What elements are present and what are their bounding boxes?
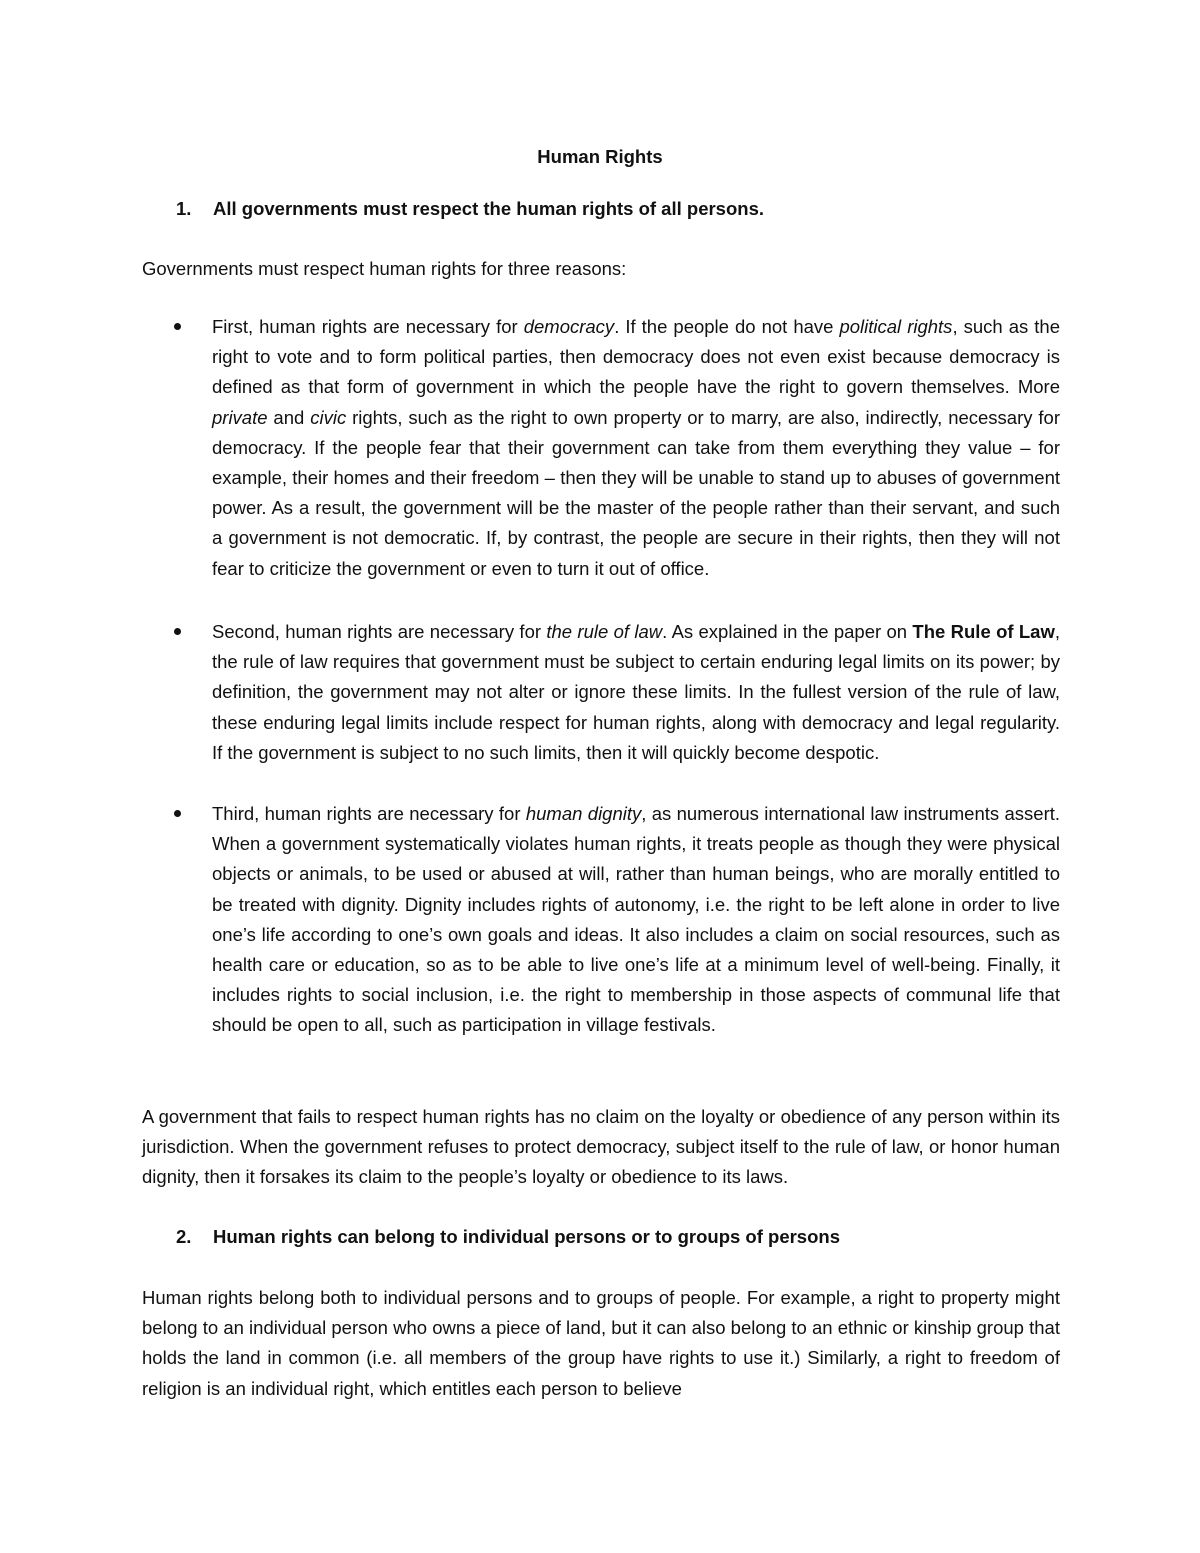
conclusion-paragraph: A government that fails to respect human rights has no claim on the loyalty or obedience of any person within its jurisdiction. When the government refuses to protect democracy, subject itself to the rule of law, or honor human dignity, then it forsakes its claim to the people’s loyalty or obedience to its laws. bbox=[142, 1106, 1060, 1188]
bullet-1-lead: First, human rights are necessary for bbox=[212, 316, 524, 337]
bullet-3-em-human-dignity: human dignity bbox=[525, 803, 642, 824]
document-title: Human Rights bbox=[537, 146, 663, 167]
bullet-1-em-civic: civic bbox=[310, 406, 347, 428]
bullet-2-text-2: , the rule of law requires that government must be subject to certain enduring legal limits on its power; by definition, the government may not alter or ignore these limits. In the fullest version of the rule of law, these enduring legal limits include respect for human rights, along with democracy and legal regularity. If the government is subject to no such limits, then it will quickly become despotic. bbox=[212, 621, 1060, 763]
bullet-1-em-political-rights: political rights bbox=[839, 316, 953, 337]
bullet-dot-icon bbox=[174, 810, 181, 817]
section-1-title: All governments must respect the human rights of all persons. bbox=[213, 198, 764, 219]
bullet-3-text-1: , as numerous international law instruments assert. When a government systematically violates human rights, it treats people as though they were physical objects or animals, to be used or abused at will, rather than human beings, who are morally entitled to be treated with dignity. Dignity includes rights of autonomy, i.e. the right to be left alone in order to live one’s life according to one’s own goals and ideas. It also includes a claim on social resources, such as health care or education, so as to be able to live one’s life at a minimum level of well-being. Finally, it includes rights to social inclusion, i.e. the right to membership in those aspects of communal life that should be open to all, such as participation in village festivals. bbox=[212, 803, 1061, 1036]
bullet-3-lead: Third, human rights are necessary for bbox=[212, 803, 526, 824]
bullet-dot-icon bbox=[174, 323, 181, 330]
bullet-1-text-3: and bbox=[267, 406, 311, 428]
intro-paragraph: Governments must respect human rights for three reasons: bbox=[142, 258, 627, 279]
section-2-number: 2. bbox=[176, 1226, 192, 1247]
bullet-2-lead: Second, human rights are necessary for bbox=[212, 621, 547, 642]
section-2-title: Human rights can belong to individual persons or to groups of persons bbox=[213, 1226, 840, 1247]
bullet-1-text-4: rights, such as the right to own property or to marry, are also, indirectly, necessary for democracy. If the people fear that their government can take from them everything they value – for example, their homes and their freedom – then they will be unable to stand up to abuses of government power. As a result, the government will be the master of the people rather than their servant, and such a government is not democratic. If, by contrast, the people are secure in their rights, then they will not fear to criticize the government or even to turn it out of office. bbox=[212, 406, 1060, 579]
bullet-1-text-1: . If the people do not have bbox=[614, 316, 840, 337]
bullet-dot-icon bbox=[174, 628, 181, 635]
bullet-item-democracy bbox=[212, 312, 1060, 584]
section-2-paragraph: Human rights belong both to individual persons and to groups of people. For example, a right to property might belong to an individual person who owns a piece of land, but it can also belong to an ethnic or kinship group that holds the land in common (i.e. all members of the group have rights to use it.) Similarly, a right to freedom of religion is an individual right, which entitles each person to believe bbox=[142, 1287, 1060, 1399]
bullet-2-strong-rule-of-law: The Rule of Law bbox=[912, 621, 1055, 642]
bullet-1-em-private: private bbox=[212, 406, 268, 428]
bullet-2-text-1: . As explained in the paper on bbox=[662, 621, 913, 642]
bullet-1-em-democracy: democracy bbox=[523, 316, 615, 337]
bullet-1-text-2: , such as the right to vote and to form political parties, then democracy does not even exist because democracy is defined as that form of government in which the people have the right to govern themselves. More bbox=[212, 316, 1060, 398]
bullet-item-human-dignity bbox=[212, 799, 1060, 1041]
bullet-item-rule-of-law bbox=[212, 617, 1060, 768]
bullet-2-em-rule-of-law: the rule of law bbox=[546, 621, 663, 642]
section-1-number: 1. bbox=[176, 198, 192, 219]
